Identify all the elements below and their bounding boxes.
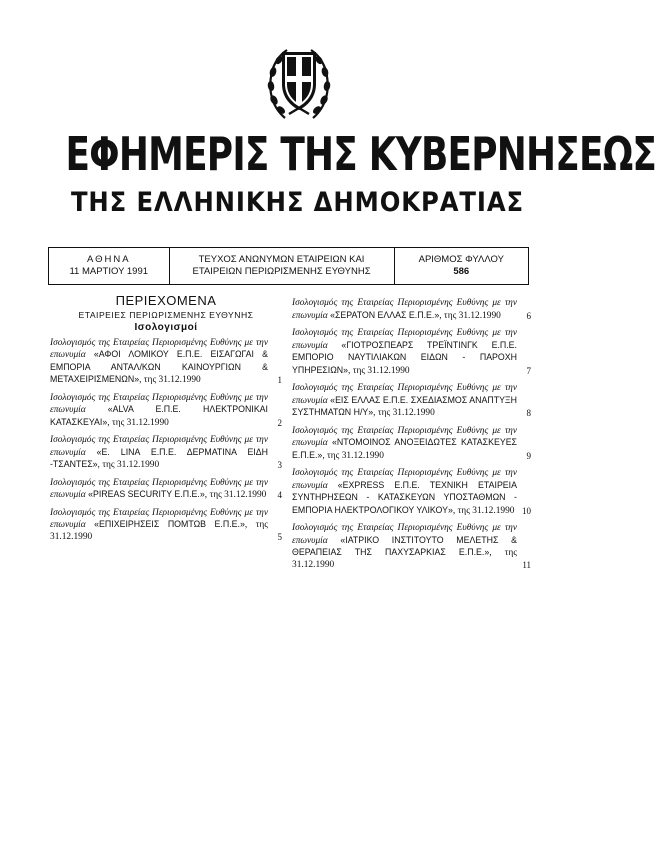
issue-date: 11 ΜΑΡΤΙΟΥ 1991 [69, 266, 149, 277]
toc-left-column [50, 295, 282, 549]
toc-entry-intro: Ισολογισμός της Εταιρείας Περιορισμένης Ευθύνης με την επωνυμία [292, 425, 517, 448]
issue-place-date [49, 248, 169, 284]
toc-entry-page: 7 [526, 365, 531, 376]
toc-entry[interactable] [292, 298, 531, 322]
toc-entry-intro: Ισολογισμός της Εταιρείας Περιορισμένης Ευθύνης με την επωνυμία [292, 383, 517, 406]
toc-entry-company: «ΕΠΙΧΕΙΡΗΣΕΙΣ ΠΟΜΤΩΒ Ε.Π.Ε.» [94, 519, 245, 529]
toc-entry-intro: Ισολογισμός της Εταιρείας Περιορισμένης Ευθύνης με την επωνυμία [292, 468, 517, 491]
sheet-number: 586 [453, 266, 470, 277]
issue-sheet [394, 248, 528, 284]
toc-entry-page: 8 [526, 408, 531, 418]
toc-entry[interactable] [292, 383, 531, 420]
toc-entry-page: 11 [522, 559, 531, 570]
toc-entry-page: 3 [277, 460, 282, 470]
toc-entry-company: «ΝΤΟΜΟΙΝΟΣ ΑΝΟΞΕΙΔΩΤΕΣ ΚΑΤΑΣΚΕΥΕΣ Ε.Π.Ε.» [292, 437, 517, 460]
toc-entry-company: «ΣΕΡΑΤΟΝ ΕΛΛΑΣ Ε.Π.Ε.» [330, 309, 440, 320]
toc-entry[interactable] [50, 478, 282, 502]
toc-entry[interactable] [50, 393, 282, 430]
toc-heading: ΠΕΡΙΕΧΟΜΕΝΑ [115, 293, 217, 308]
sheet-number-label: ΑΡΙΘΜΟΣ ΦΥΛΛΟΥ [418, 254, 504, 265]
toc-entry[interactable] [292, 426, 531, 463]
toc-entry-intro: Ισολογισμός της Εταιρείας Περιορισμένης Ευθύνης με την επωνυμία [50, 507, 268, 530]
toc-entry[interactable] [50, 338, 282, 387]
issue-series-line-2: ΕΤΑΙΡΕΙΩΝ ΠΕΡΙΩΡΙΣΜΕΝΗΣ ΕΥΘΥΝΗΣ [192, 266, 371, 277]
toc-entry-company: «ΙΑΤΡΙΚΟ ΙΝΣΤΙΤΟΥΤΟ ΜΕΛΕΤΗΣ & ΘΕΡΑΠΕΙΑΣ ΤΗΣ ΠΑΧΥΣΑΡΚΙΑΣ Ε.Π.Ε.» [292, 534, 518, 557]
toc-entry-company: «Ε. LINA Ε.Π.Ε. ΔΕΡΜΑΤΙΝΑ ΕΙΔΗ -ΤΣΑΝΤΕΣ» [50, 446, 269, 469]
toc-entry-date: , της 31.12.1990 [292, 548, 517, 570]
toc-entry-intro: Ισολογισμός της Εταιρείας Περιορισμένης Ευθύνης με την επωνυμία [50, 435, 268, 458]
toc-entry-page: 9 [526, 450, 531, 461]
toc-entry-date: , της 31.12.1990 [97, 460, 160, 470]
masthead-title: ΕΦΗΜΕΡΙΣ ΤΗΣ ΚΥΒΕΡΝΗΣΕΩΣ [65, 127, 656, 181]
issue-series-line-1: ΤΕΥΧΟΣ ΑΝΩΝΥΜΩΝ ΕΤΑΙΡΕΙΩΝ ΚΑΙ [198, 254, 365, 265]
toc-entry-page: 10 [522, 505, 531, 516]
toc-entry-page: 1 [277, 375, 282, 385]
toc-entry-company: «ΕΙΣ ΕΛΛΑΣ Ε.Π.Ε. ΣΧΕΔΙΑΣΜΟΣ ΑΝΑΠΤΥΞΗ ΣΥΣΤΗΜΑΤΩΝ Η/Υ» [292, 394, 518, 417]
masthead-subtitle: ΤΗΣ ΕΛΛΗΝΙΚΗΣ ΔΗΜΟΚΡΑΤΙΑΣ [70, 187, 525, 218]
toc-entry-date: , της 31.12.1990 [139, 375, 201, 385]
toc-entry-company: «EXPRESS Ε.Π.Ε. ΤΕΧΝΙΚΗ ΕΤΑΙΡΕΙΑ ΣΥΝΤΗΡΗΣΕΩΝ - ΚΑΤΑΣΚΕΥΩΝ ΥΠΟΣΤΑΘΜΩΝ - ΕΜΠΟΡΙΑ ΗΛΕΚΤΡΟΛΟΓΙΚΟΥ ΥΛΙΚΟΥ» [292, 479, 517, 515]
toc-entry[interactable] [292, 523, 531, 571]
toc-entry-intro: Ισολογισμός της Εταιρείας Περιορισμένης Ευθύνης με την επωνυμία [50, 392, 268, 415]
toc-entry-date: , της 31.12.1990 [373, 408, 435, 418]
toc-entry[interactable] [292, 328, 531, 377]
toc-entry[interactable] [50, 508, 282, 544]
toc-entry-intro: Ισολογισμός της Εταιρείας Περιορισμένης Ευθύνης με την επωνυμία [292, 298, 517, 321]
toc-entry-company: «ΑΦΟΙ ΛΟΜΙΚΟΥ Ε.Π.Ε. ΕΙΣΑΓΩΓΑΙ & ΕΜΠΟΡΙΑ ΑΝΤΑΛ/ΚΩΝ ΚΑΙΝΟΥΡΓΙΩΝ & ΜΕΤΑΧΕΙΡΙΣΜΕΝΩΝ» [50, 349, 268, 384]
toc-entry-intro: Ισολογισμός της Εταιρείας Περιορισμένης Ευθύνης με την επωνυμία [292, 328, 517, 351]
toc-entry-date: , της 31.12.1990 [348, 365, 410, 376]
issue-series [169, 248, 394, 284]
toc-right-column [292, 298, 531, 577]
toc-entry[interactable] [292, 468, 531, 517]
toc-entry-company: «ΓΙΟΤΡΟΣΠΕΑΡΣ ΤΡΕΪΝΤΙΝΓΚ Ε.Π.Ε. ΕΜΠΟΡΙΟ ΝΑΥΤΙΛΙΑΚΩΝ ΕΙΔΩΝ - ΠΑΡΟΧΗ ΥΠΗΡΕΣΙΩΝ» [292, 339, 517, 375]
toc-entry-intro: Ισολογισμός της Εταιρείας Περιορισμένης Ευθύνης με την επωνυμία [50, 477, 268, 500]
toc-entry-company: «PIREAS SECURITY Ε.Π.Ε.» [88, 489, 205, 499]
toc-entry-date: , της 31.12.1990 [322, 450, 384, 461]
toc-entry-page: 2 [277, 417, 282, 428]
toc-section-title: ΕΤΑΙΡΕΙΕΣ ΠΕΡΙΩΡΙΣΜΕΝΗΣ ΕΥΘΥΝΗΣ [78, 309, 254, 320]
toc-entry-intro: Ισολογισμός της Εταιρείας Περιορισμένης Ευθύνης με την επωνυμία [292, 523, 517, 546]
toc-entry-date: , της 31.12.1990 [204, 490, 267, 500]
toc-entry-intro: Ισολογισμός της Εταιρείας Περιορισμένης Ευθύνης με την επωνυμία [50, 337, 268, 360]
toc-entry[interactable] [50, 435, 282, 472]
toc-entry-page: 5 [277, 531, 282, 542]
toc-entry-date: , της 31.12.1990 [452, 505, 515, 516]
greek-coat-of-arms-emblem [265, 40, 333, 122]
toc-entry-page: 4 [277, 490, 282, 500]
issue-city: ΑΘΗΝΑ [86, 254, 131, 265]
issue-info-box [48, 247, 529, 285]
toc-entry-page: 6 [526, 310, 531, 321]
toc-entry-date: , της 31.12.1990 [50, 520, 269, 542]
toc-entry-date: , της 31.12.1990 [107, 417, 169, 428]
toc-subsection-title: Ισολογισμοί [134, 322, 198, 333]
toc-entry-date: , της 31.12.1990 [439, 310, 501, 321]
toc-entry-company: «ALVA Ε.Π.Ε. ΗΛΕΚΤΡΟΝΙΚΑΙ ΚΑΤΑΣΚΕΥΑΙ» [50, 404, 268, 427]
